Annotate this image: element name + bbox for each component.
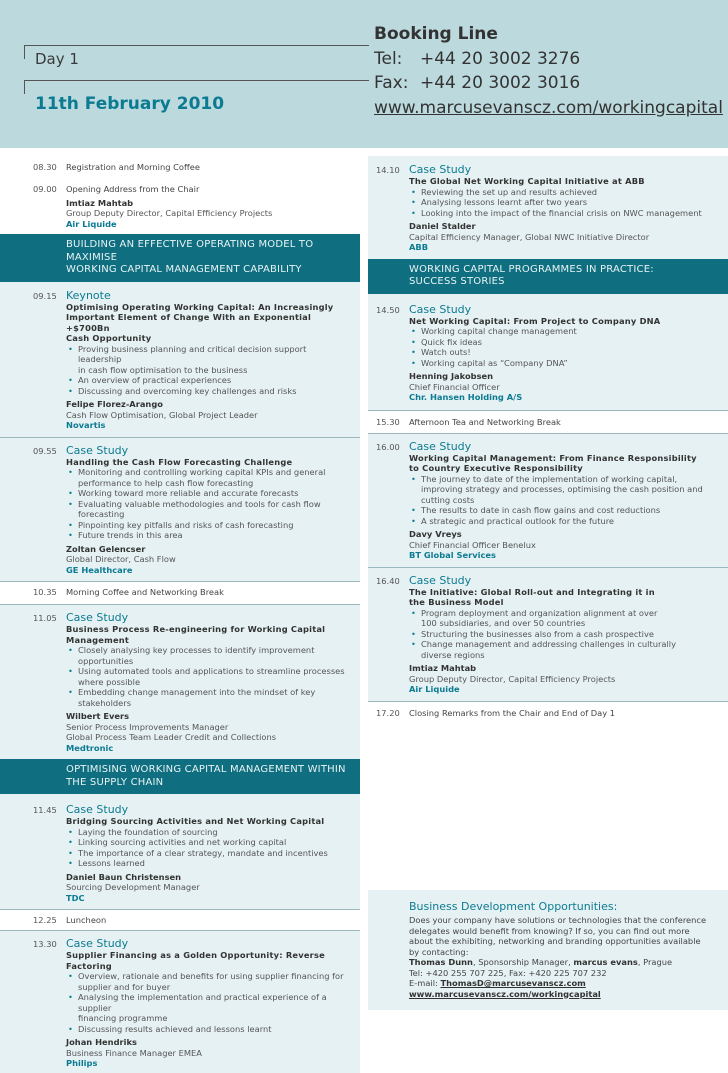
session-time: 08.30 xyxy=(33,162,57,172)
bullet-item: • Analysing the implementation and practical experience of a supplier financing programme xyxy=(66,992,352,1024)
session-title: the Business Model xyxy=(409,597,504,607)
brand-name: marcus evans xyxy=(573,957,638,967)
section-banner xyxy=(0,759,360,794)
speaker-name: Zoltan Gelencser xyxy=(66,543,146,554)
header xyxy=(0,0,728,148)
speaker-role: Business Finance Manager EMEA xyxy=(66,1047,202,1058)
speaker-role: Chief Financial Officer xyxy=(409,381,500,392)
session-title: Handling the Cash Flow Forecasting Challenge xyxy=(66,456,293,467)
speaker-name: Daniel Baun Christensen xyxy=(66,871,182,882)
bullet-item: • The journey to date of the implementation of working capital, improving strategy and processes, optimising the cash position and cutting costs xyxy=(409,474,720,506)
event-date: 11th February 2010 xyxy=(35,94,225,114)
session-1720 xyxy=(368,702,728,726)
speaker-company: BT Global Services xyxy=(409,550,496,560)
session-text: Registration and Morning Coffee xyxy=(66,162,200,172)
session-1105 xyxy=(0,605,360,759)
speaker-role: Global Director, Cash Flow xyxy=(66,554,176,564)
session-title: Important Element of Change With an Exponential +$700Bn xyxy=(66,312,312,333)
bdo-heading: Business Development Opportunities: xyxy=(409,900,618,913)
session-text: Luncheon xyxy=(66,915,107,925)
speaker-role: Chief Financial Officer Benelux xyxy=(409,539,536,550)
speaker-name: Wilbert Evers xyxy=(66,711,130,721)
day-label: Day 1 xyxy=(35,50,79,68)
session-1225 xyxy=(0,910,360,930)
booking-line xyxy=(374,22,723,120)
bullet-item: • Looking into the impact of the financial crisis on NWC management xyxy=(409,208,720,219)
session-time: 15.30 xyxy=(376,416,400,427)
bdo-text: Does your company have solutions or technologies that the conference xyxy=(409,915,707,925)
bullet-item: • Working toward more reliable and accurate forecasts xyxy=(66,488,352,499)
speaker-company: Philips xyxy=(66,1058,98,1068)
session-label: Case Study xyxy=(66,803,129,816)
banner-line: WORKING CAPITAL PROGRAMMES IN PRACTICE: xyxy=(409,263,654,275)
bullet-item: • Using automated tools and applications to streamline processes where possible xyxy=(66,666,352,687)
speaker-role: Capital Efficiency Manager, Global NWC Initiative Director xyxy=(409,231,650,242)
bullet-item: • Monitoring and controlling working capital KPIs and general performance to help cash flow forecasting xyxy=(66,467,352,488)
speaker-company: Air Liquide xyxy=(66,218,117,229)
session-text: Closing Remarks from the Chair and End of Day 1 xyxy=(409,707,616,718)
header-rule-tick-mid xyxy=(24,80,25,94)
left-column xyxy=(0,148,360,1073)
session-time: 14.10 xyxy=(376,165,400,175)
session-1330 xyxy=(0,931,360,1073)
speaker-company: Novartis xyxy=(66,420,106,430)
bullet-item: • Quick fix ideas xyxy=(409,337,720,348)
session-time: 09.00 xyxy=(33,184,57,194)
speaker-name: Imtiaz Mahtab xyxy=(409,663,477,673)
header-rule-tick-top xyxy=(24,45,25,59)
session-time: 09.55 xyxy=(33,445,57,456)
session-1035 xyxy=(0,582,360,604)
banner-line: SUCCESS STORIES xyxy=(409,276,505,287)
session-time: 13.30 xyxy=(33,939,57,949)
bullet-item: • The importance of a clear strategy, mandate and incentives xyxy=(66,848,352,859)
banner-line: THE SUPPLY CHAIN xyxy=(66,776,164,788)
session-label: Keynote xyxy=(66,288,111,302)
bdo-text: delegates would benefit from knowing? If so, you can find out more xyxy=(409,925,690,936)
session-label: Case Study xyxy=(66,937,129,950)
session-title: Working Capital Management: From Finance Responsibility xyxy=(409,452,697,463)
bullet-item: • Watch outs! xyxy=(409,347,720,358)
business-development-box xyxy=(368,890,728,1010)
speaker-name: Johan Hendriks xyxy=(66,1037,137,1047)
email-label: E-mail: xyxy=(409,978,441,988)
session-text: Afternoon Tea and Networking Break xyxy=(409,416,561,427)
session-label: Case Study xyxy=(66,443,129,457)
session-time: 11.05 xyxy=(33,613,57,623)
bullet-item: • Proving business planning and critical decision support leadership in cash flow optimisation to the business xyxy=(66,344,352,376)
speaker-name: Davy Vreys xyxy=(409,529,462,539)
contact-email-line xyxy=(409,978,709,989)
fax-label: Fax: xyxy=(374,73,409,93)
tel-label: Tel: xyxy=(374,48,403,69)
session-1450 xyxy=(368,294,728,410)
contact-phone: Tel: +420 255 707 225, Fax: +420 225 707 232 xyxy=(409,967,607,978)
email-link[interactable]: ThomasD@marcusevanscz.com xyxy=(440,978,586,988)
session-title: Supplier Financing as a Golden Opportunity: Reverse Factoring xyxy=(66,950,325,971)
session-title: Net Working Capital: From Project to Company DNA xyxy=(409,315,661,326)
right-column xyxy=(368,148,728,726)
speaker-company: GE Healthcare xyxy=(66,564,133,575)
bdo-url-link[interactable]: www.marcusevanscz.com/workingcapital xyxy=(409,988,601,999)
session-1530 xyxy=(368,411,728,433)
session-1640 xyxy=(368,568,728,701)
bullet-item: • Evaluating valuable methodologies and tools for cash flow forecasting xyxy=(66,499,352,520)
booking-title: Booking Line xyxy=(374,24,498,44)
bullet-item: • Overview, rationale and benefits for using supplier financing for supplier and for buyer xyxy=(66,971,352,992)
banner-line: OPTIMISING WORKING CAPITAL MANAGEMENT WITHIN xyxy=(66,764,346,775)
session-label: Case Study xyxy=(409,573,472,587)
session-title: Bridging Sourcing Activities and Net Working Capital xyxy=(66,816,325,826)
session-title: Cash Opportunity xyxy=(66,333,152,343)
bdo-text: about the exhibiting, networking and branding opportunities available xyxy=(409,936,701,946)
bullet-item: • A strategic and practical outlook for the future xyxy=(409,516,720,527)
bullet-item: • Future trends in this area xyxy=(66,530,352,541)
bullet-item: • An overview of practical experiences xyxy=(66,375,352,386)
session-1145 xyxy=(0,794,360,909)
session-0830 xyxy=(0,162,360,184)
speaker-company: TDC xyxy=(66,892,85,903)
bullet-item: • Reviewing the set up and results achieved xyxy=(409,187,720,198)
session-title: The Initiative: Global Roll-out and Integrating it in xyxy=(409,586,655,597)
speaker-company: Medtronic xyxy=(66,742,114,753)
header-rule-top xyxy=(24,45,369,46)
session-label: Case Study xyxy=(409,439,472,453)
speaker-company: Chr. Hansen Holding A/S xyxy=(409,392,523,402)
bullet-item: • Working capital change management xyxy=(409,326,720,337)
speaker-role: Group Deputy Director, Capital Efficiency Projects xyxy=(409,673,616,684)
bullet-item: • Discussing results achieved and lessons learnt xyxy=(66,1024,352,1035)
bullet-item: • Linking sourcing activities and net working capital xyxy=(66,837,352,848)
fax-number: +44 20 3002 3016 xyxy=(420,73,581,93)
session-text: Morning Coffee and Networking Break xyxy=(66,587,224,597)
session-1600 xyxy=(368,434,728,567)
session-0915 xyxy=(0,282,360,437)
booking-tel xyxy=(374,47,723,72)
session-0955 xyxy=(0,438,360,582)
session-0900 xyxy=(0,184,360,234)
speaker-role: Group Deputy Director, Capital Efficiency Projects xyxy=(66,208,273,218)
session-title: Management xyxy=(66,634,130,645)
bullet-item: • Discussing and overcoming key challenges and risks xyxy=(66,386,352,397)
bullet-item: • Laying the foundation of sourcing xyxy=(66,827,352,838)
session-title: to Country Executive Responsibility xyxy=(409,463,583,473)
session-time: 16.40 xyxy=(376,575,400,586)
bullet-item: • Pinpointing key pitfalls and risks of cash forecasting xyxy=(66,520,352,531)
session-label: Case Study xyxy=(66,611,129,624)
tel-number: +44 20 3002 3276 xyxy=(420,48,581,69)
contact-name: Thomas Dunn xyxy=(409,957,473,967)
bullet-item: • Analysing lessons learnt after two years xyxy=(409,197,720,208)
session-label: Case Study xyxy=(409,302,472,316)
session-time: 12.25 xyxy=(33,915,57,925)
booking-url-link[interactable]: www.marcusevanscz.com/workingcapital xyxy=(374,97,723,118)
bullet-item: • Embedding change management into the mindset of key stakeholders xyxy=(66,687,352,708)
session-title: Business Process Re-engineering for Working Capital xyxy=(66,624,326,634)
contact-role: , Sponsorship Manager, xyxy=(472,957,574,967)
session-time: 10.35 xyxy=(33,587,57,597)
bullet-item: • Working capital as “Company DNA” xyxy=(409,358,720,369)
speaker-company: Air Liquide xyxy=(409,684,460,694)
header-rule-mid xyxy=(24,80,369,81)
bullet-item: • Change management and addressing challenges in culturally diverse regions xyxy=(409,639,720,660)
banner-line: BUILDING AN EFFECTIVE OPERATING MODEL TO MAXIMISE xyxy=(66,239,314,263)
session-time: 09.15 xyxy=(33,290,57,301)
speaker-name: Imtiaz Mahtab xyxy=(66,197,134,208)
speaker-name: Henning Jakobsen xyxy=(409,371,494,381)
speaker-name: Daniel Stalder xyxy=(409,221,476,231)
booking-fax xyxy=(374,71,723,96)
bullet-item: • The results to date in cash flow gains and cost reductions xyxy=(409,505,720,516)
speaker-role: Global Process Team Leader Credit and Collections xyxy=(66,732,277,742)
speaker-role: Sourcing Development Manager xyxy=(66,882,200,892)
speaker-role: Senior Process Improvements Manager xyxy=(66,721,229,732)
session-label: Case Study xyxy=(409,163,472,176)
bullet-item: • Closely analysing key processes to identify improvement opportunities xyxy=(66,645,352,666)
bdo-contact xyxy=(409,957,709,968)
banner-line: WORKING CAPITAL MANAGEMENT CAPABILITY xyxy=(66,264,302,275)
session-title: The Global Net Working Capital Initiative at ABB xyxy=(409,176,645,186)
contact-city: , Prague xyxy=(637,957,673,967)
speaker-role: Cash Flow Optimisation, Global Project Leader xyxy=(66,409,258,420)
section-banner xyxy=(0,234,360,282)
session-title: Optimising Operating Working Capital: An Increasingly xyxy=(66,301,334,312)
session-time: 17.20 xyxy=(376,707,400,718)
bullet-item: • Program deployment and organization alignment at over 100 subsidiaries, and over 50 countries xyxy=(409,608,720,629)
session-text: Opening Address from the Chair xyxy=(66,184,200,194)
bullet-item: • Lessons learned xyxy=(66,858,352,869)
section-banner xyxy=(368,259,728,294)
session-time: 14.50 xyxy=(376,304,400,315)
speaker-company: ABB xyxy=(409,242,429,252)
bullet-item: • Structuring the businesses also from a cash prospective xyxy=(409,629,720,640)
session-time: 16.00 xyxy=(376,441,400,452)
speaker-name: Felipe Florez-Arango xyxy=(66,399,163,409)
session-time: 11.45 xyxy=(33,805,57,815)
bdo-text: by contacting: xyxy=(409,946,469,957)
session-1410 xyxy=(368,156,728,259)
